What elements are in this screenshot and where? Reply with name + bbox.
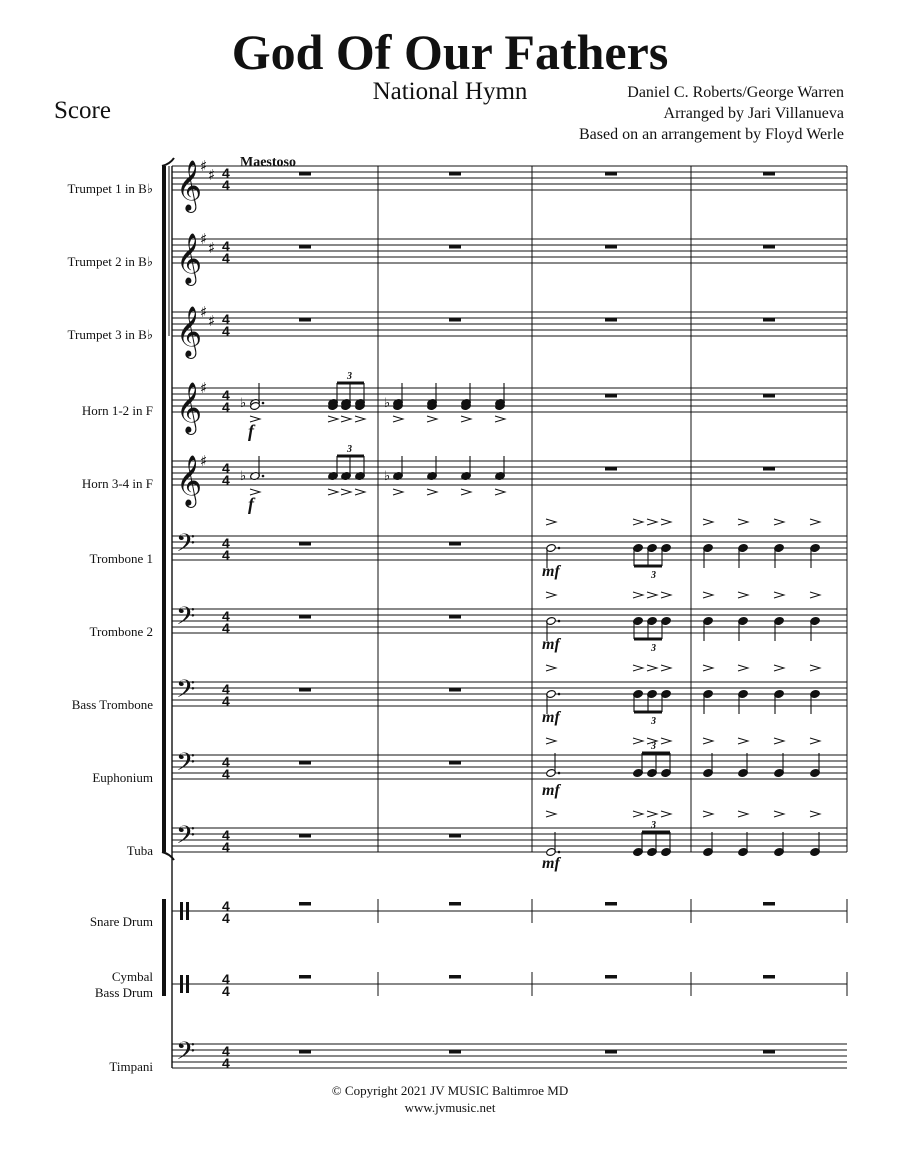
accent-mark xyxy=(546,811,556,817)
accent-mark xyxy=(738,665,748,671)
whole-rest xyxy=(605,394,617,398)
flat-accidental: ♭ xyxy=(384,469,391,484)
bass-clef: 𝄢 xyxy=(176,1037,196,1072)
time-sig-bottom: 4 xyxy=(222,250,230,266)
tempo-marking: Maestoso xyxy=(240,155,296,170)
instrument-label-line: Timpani xyxy=(109,1059,153,1074)
accent-mark xyxy=(546,519,556,525)
key-sharp: ♯ xyxy=(200,379,208,397)
whole-rest xyxy=(299,172,311,176)
dot xyxy=(558,851,561,854)
dynamic-f: f xyxy=(248,494,254,514)
time-sig-bottom: 4 xyxy=(222,983,230,999)
accent-mark xyxy=(738,592,748,598)
tuplet-label: 3 xyxy=(651,570,656,581)
accent-mark xyxy=(633,738,643,744)
staff xyxy=(172,239,847,263)
score-title: God Of Our Fathers xyxy=(231,24,669,80)
accent-mark xyxy=(661,519,671,525)
instrument-label-line: Trumpet 1 in B♭ xyxy=(67,181,153,196)
dot xyxy=(558,772,561,775)
instrument-label-line: Euphonium xyxy=(92,770,153,785)
accent-mark xyxy=(495,416,505,422)
instrument-label-line: Trumpet 2 in B♭ xyxy=(67,254,153,269)
accent-mark xyxy=(703,665,713,671)
whole-rest xyxy=(299,761,311,765)
dot xyxy=(558,620,561,623)
accent-mark xyxy=(703,592,713,598)
treble-clef: 𝄞 xyxy=(176,160,203,211)
whole-rest xyxy=(763,394,775,398)
footer-copyright: © Copyright 2021 JV MUSIC Baltimroe MD xyxy=(331,1083,569,1098)
whole-rest xyxy=(299,1050,311,1054)
time-sig-top: 4 xyxy=(222,898,230,914)
accent-mark xyxy=(738,519,748,525)
accent-mark xyxy=(647,665,657,671)
bass-clef: 𝄢 xyxy=(176,675,196,710)
whole-rest xyxy=(449,975,461,979)
percussion-clef xyxy=(186,975,189,993)
percussion-clef xyxy=(180,975,183,993)
treble-clef: 𝄞 xyxy=(176,233,203,284)
key-sharp: ♯ xyxy=(208,166,216,184)
time-sig-top: 4 xyxy=(222,608,230,624)
whole-rest xyxy=(449,902,461,906)
whole-rest xyxy=(605,467,617,471)
whole-rest xyxy=(449,688,461,692)
time-sig-bottom: 4 xyxy=(222,1055,230,1071)
percussion-clef xyxy=(186,902,189,920)
instrument-label-line: Trumpet 3 in B♭ xyxy=(67,327,153,342)
time-sig-bottom: 4 xyxy=(222,177,230,193)
time-sig-top: 4 xyxy=(222,971,230,987)
dynamic-mf: mf xyxy=(542,782,560,799)
time-sig-top: 4 xyxy=(222,681,230,697)
percussion-bracket xyxy=(162,899,166,996)
time-sig-top: 4 xyxy=(222,165,230,181)
dynamic-mf: mf xyxy=(542,636,560,653)
dot xyxy=(262,402,265,405)
accent-mark xyxy=(703,519,713,525)
accent-mark xyxy=(341,416,351,422)
bass-clef: 𝄢 xyxy=(176,529,196,564)
key-sharp: ♯ xyxy=(200,452,208,470)
dynamic-f: f xyxy=(248,421,254,441)
flat-accidental: ♭ xyxy=(384,396,391,411)
accent-mark xyxy=(774,738,784,744)
whole-rest xyxy=(763,245,775,249)
whole-rest xyxy=(449,615,461,619)
whole-rest xyxy=(299,902,311,906)
accent-mark xyxy=(633,665,643,671)
treble-clef: 𝄞 xyxy=(176,306,203,357)
accent-mark xyxy=(810,811,820,817)
time-sig-bottom: 4 xyxy=(222,323,230,339)
accent-mark xyxy=(810,665,820,671)
score-label: Score xyxy=(54,97,111,124)
whole-rest xyxy=(299,615,311,619)
accent-mark xyxy=(393,416,403,422)
key-sharp: ♯ xyxy=(200,230,208,248)
bass-clef: 𝄢 xyxy=(176,602,196,637)
whole-rest xyxy=(299,975,311,979)
whole-rest xyxy=(763,902,775,906)
instrument-label-line: Trombone 2 xyxy=(89,624,153,639)
staff xyxy=(172,388,847,412)
credit-based-on: Based on an arrangement by Floyd Werle xyxy=(578,126,844,143)
dynamic-mf: mf xyxy=(542,563,560,580)
time-sig-top: 4 xyxy=(222,460,230,476)
accent-mark xyxy=(393,489,403,495)
whole-rest xyxy=(299,834,311,838)
time-sig-bottom: 4 xyxy=(222,620,230,636)
accent-mark xyxy=(633,592,643,598)
accent-mark xyxy=(355,416,365,422)
tuplet-label: 3 xyxy=(651,741,656,752)
time-sig-bottom: 4 xyxy=(222,910,230,926)
accent-mark xyxy=(427,489,437,495)
whole-rest xyxy=(605,245,617,249)
instrument-label-line: Bass Trombone xyxy=(71,697,153,712)
accent-mark xyxy=(661,592,671,598)
flat-accidental: ♭ xyxy=(240,469,247,484)
accent-mark xyxy=(774,811,784,817)
accent-mark xyxy=(661,738,671,744)
accent-mark xyxy=(738,811,748,817)
bass-clef: 𝄢 xyxy=(176,821,196,856)
whole-rest xyxy=(763,318,775,322)
whole-rest xyxy=(299,688,311,692)
accent-mark xyxy=(661,811,671,817)
dot xyxy=(262,475,265,478)
time-sig-bottom: 4 xyxy=(222,839,230,855)
instrument-label-line: Tuba xyxy=(126,843,153,858)
whole-rest xyxy=(449,318,461,322)
key-sharp: ♯ xyxy=(200,303,208,321)
instrument-label-line: Bass Drum xyxy=(94,985,153,1000)
tuplet-label: 3 xyxy=(347,371,352,382)
accent-mark xyxy=(546,738,556,744)
accent-mark xyxy=(633,519,643,525)
accent-mark xyxy=(328,489,338,495)
time-sig-top: 4 xyxy=(222,238,230,254)
accent-mark xyxy=(810,738,820,744)
whole-rest xyxy=(605,1050,617,1054)
tuplet-label: 3 xyxy=(651,820,656,831)
footer-url: www.jvmusic.net xyxy=(404,1100,496,1115)
treble-clef: 𝄞 xyxy=(176,455,203,506)
whole-rest xyxy=(763,975,775,979)
dynamic-mf: mf xyxy=(542,855,560,872)
dot xyxy=(558,693,561,696)
staff xyxy=(172,312,847,336)
percussion-clef xyxy=(180,902,183,920)
bracket-hook xyxy=(162,158,174,166)
accent-mark xyxy=(355,489,365,495)
staff xyxy=(172,461,847,485)
accent-mark xyxy=(810,519,820,525)
key-sharp: ♯ xyxy=(200,157,208,175)
whole-rest xyxy=(763,467,775,471)
time-sig-top: 4 xyxy=(222,311,230,327)
subtitle-text: National Hymn xyxy=(372,78,528,105)
system-bracket xyxy=(162,166,166,852)
instrument-label-line: Horn 1-2 in F xyxy=(81,403,153,418)
bass-clef: 𝄢 xyxy=(176,748,196,783)
whole-rest xyxy=(605,902,617,906)
accent-mark xyxy=(738,738,748,744)
whole-rest xyxy=(299,318,311,322)
time-sig-bottom: 4 xyxy=(222,399,230,415)
accent-mark xyxy=(810,592,820,598)
whole-rest xyxy=(605,172,617,176)
accent-mark xyxy=(703,811,713,817)
tuplet-label: 3 xyxy=(651,643,656,654)
tuplet-label: 3 xyxy=(651,716,656,727)
dynamic-mf: mf xyxy=(542,709,560,726)
accent-mark xyxy=(703,738,713,744)
accent-mark xyxy=(647,811,657,817)
accent-mark xyxy=(774,592,784,598)
time-sig-top: 4 xyxy=(222,1043,230,1059)
staff xyxy=(172,1044,847,1068)
dot xyxy=(558,547,561,550)
time-sig-top: 4 xyxy=(222,827,230,843)
whole-rest xyxy=(299,245,311,249)
time-sig-bottom: 4 xyxy=(222,472,230,488)
whole-rest xyxy=(449,245,461,249)
accent-mark xyxy=(661,665,671,671)
whole-rest xyxy=(449,172,461,176)
accent-mark xyxy=(774,519,784,525)
accent-mark xyxy=(633,811,643,817)
accent-mark xyxy=(341,489,351,495)
credit-arranger: Arranged by Jari Villanueva xyxy=(663,105,844,122)
accent-mark xyxy=(427,416,437,422)
whole-rest xyxy=(449,542,461,546)
whole-rest xyxy=(449,761,461,765)
time-sig-top: 4 xyxy=(222,754,230,770)
treble-clef: 𝄞 xyxy=(176,382,203,433)
time-sig-bottom: 4 xyxy=(222,693,230,709)
accent-mark xyxy=(495,489,505,495)
credit-composer: Daniel C. Roberts/George Warren xyxy=(627,84,844,101)
accent-mark xyxy=(546,665,556,671)
accent-mark xyxy=(461,489,471,495)
instrument-label-line: Horn 3-4 in F xyxy=(81,476,153,491)
accent-mark xyxy=(647,519,657,525)
whole-rest xyxy=(763,172,775,176)
whole-rest xyxy=(605,975,617,979)
whole-rest xyxy=(763,1050,775,1054)
time-sig-top: 4 xyxy=(222,387,230,403)
accent-mark xyxy=(546,592,556,598)
instrument-label-line: Snare Drum xyxy=(89,914,153,929)
time-sig-bottom: 4 xyxy=(222,766,230,782)
key-sharp: ♯ xyxy=(208,312,216,330)
accent-mark xyxy=(647,592,657,598)
tuplet-label: 3 xyxy=(347,444,352,455)
whole-rest xyxy=(449,1050,461,1054)
accent-mark xyxy=(328,416,338,422)
whole-rest xyxy=(299,542,311,546)
instrument-label-line: Cymbal xyxy=(111,969,153,984)
staff xyxy=(172,166,847,190)
time-sig-bottom: 4 xyxy=(222,547,230,563)
time-sig-top: 4 xyxy=(222,535,230,551)
whole-rest xyxy=(449,834,461,838)
instrument-label-line: Trombone 1 xyxy=(89,551,153,566)
accent-mark xyxy=(461,416,471,422)
accent-mark xyxy=(774,665,784,671)
whole-rest xyxy=(605,318,617,322)
flat-accidental: ♭ xyxy=(240,396,247,411)
key-sharp: ♯ xyxy=(208,239,216,257)
